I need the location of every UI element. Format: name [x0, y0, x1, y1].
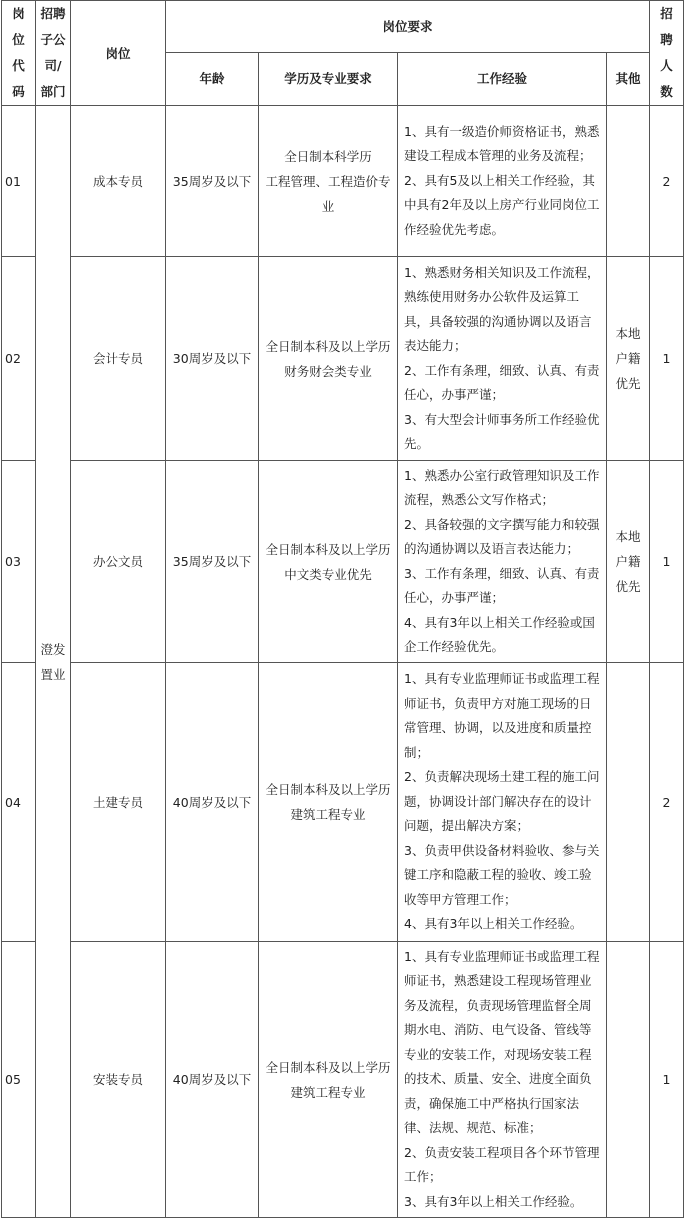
row-education: 全日制本科及以上学历 中文类专业优先 — [259, 461, 398, 663]
experience-item: 4、具有3年以上相关工作经验。 — [404, 916, 583, 932]
row-other: 本地 户籍 优先 — [607, 257, 650, 461]
header-requirements: 岗位要求 — [166, 1, 650, 53]
experience-item: 1、具有专业监理师证书或监理工程师证书，负责甲方对施工现场的日常管理、协调，以及进度和质量控制； — [404, 671, 600, 760]
experience-item: 3、工作有条理，细致、认真、有责任心，办事严谨； — [404, 565, 600, 605]
row-education: 全日制本科及以上学历 财务财会类专业 — [259, 257, 398, 461]
experience-item: 2、工作有条理，细致、认真、有责任心，办事严谨； — [404, 362, 600, 402]
row-other: 本地 户籍 优先 — [607, 461, 650, 663]
row-position: 安装专员 — [71, 942, 166, 1218]
row-education: 全日制本科学历 工程管理、工程造价专 业 — [259, 106, 398, 257]
experience-item: 2、具备较强的文字撰写能力和较强的沟通协调以及语言表达能力； — [404, 516, 600, 556]
header-count: 招 聘 人 数 — [650, 1, 684, 106]
row-education: 全日制本科及以上学历 建筑工程专业 — [259, 942, 398, 1218]
row-code: 03 — [2, 461, 36, 663]
row-age: 30周岁及以下 — [166, 257, 259, 461]
row-code: 05 — [2, 942, 36, 1218]
row-education: 全日制本科及以上学历 建筑工程专业 — [259, 663, 398, 942]
row-experience — [398, 257, 607, 461]
recruitment-table — [1, 0, 684, 1218]
header-position: 岗位 — [71, 1, 166, 106]
row-age: 40周岁及以下 — [166, 942, 259, 1218]
table-row — [2, 257, 684, 461]
row-count: 1 — [650, 461, 684, 663]
header-age: 年龄 — [166, 52, 259, 105]
experience-item: 2、负责解决现场土建工程的施工问题，协调设计部门解决存在的设计问题，提出解决方案； — [404, 769, 600, 834]
experience-item: 1、熟悉财务相关知识及工作流程，熟练使用财务办公软件及运算工具，具备较强的沟通协调以及语言表达能力； — [404, 264, 600, 353]
row-position: 成本专员 — [71, 106, 166, 257]
experience-item: 1、熟悉办公室行政管理知识及工作流程，熟悉公文写作格式； — [404, 467, 600, 507]
row-code: 02 — [2, 257, 36, 461]
row-position: 办公文员 — [71, 461, 166, 663]
table-row — [2, 106, 684, 257]
table-row — [2, 942, 684, 1218]
row-position: 土建专员 — [71, 663, 166, 942]
experience-item: 3、负责甲供设备材料验收、参与关键工序和隐蔽工程的验收、竣工验收等甲方管理工作； — [404, 842, 600, 907]
experience-item: 2、负责安装工程项目各个环节管理工作； — [404, 1144, 600, 1185]
experience-item: 1、具有一级造价师资格证书，熟悉建设工程成本管理的业务及流程； — [404, 123, 600, 164]
row-other — [607, 663, 650, 942]
table-row — [2, 461, 684, 663]
row-age: 35周岁及以下 — [166, 461, 259, 663]
row-other — [607, 106, 650, 257]
row-code: 04 — [2, 663, 36, 942]
row-code: 01 — [2, 106, 36, 257]
header-code: 岗 位 代 码 — [2, 1, 36, 106]
row-other — [607, 942, 650, 1218]
row-experience — [398, 942, 607, 1218]
header-experience: 工作经验 — [398, 52, 607, 105]
experience-item: 4、具有3年以上相关工作经验或国企工作经验优先。 — [404, 614, 595, 654]
experience-item: 1、具有专业监理师证书或监理工程师证书，熟悉建设工程现场管理业务及流程，负责现场管理监督全周期水电、消防、电气设备、管线等专业的安装工作，对现场安装工程的技术、质量、安全、进度全面负责，确保施工中严格执行国家法律、法规、规范、标准； — [404, 948, 600, 1136]
experience-item: 3、具有3年以上相关工作经验。 — [404, 1193, 583, 1209]
experience-item: 3、有大型会计师事务所工作经验优先。 — [404, 411, 600, 451]
department-cell: 澄发 置业 — [36, 106, 71, 1218]
row-experience — [398, 461, 607, 663]
row-count: 1 — [650, 257, 684, 461]
row-count: 2 — [650, 663, 684, 942]
row-count: 1 — [650, 942, 684, 1218]
experience-item: 2、具有5及以上相关工作经验，其中具有2年及以上房产行业同岗位工作经验优先考虑。 — [404, 172, 600, 237]
row-position: 会计专员 — [71, 257, 166, 461]
row-age: 40周岁及以下 — [166, 663, 259, 942]
row-count: 2 — [650, 106, 684, 257]
row-experience — [398, 663, 607, 942]
header-education: 学历及专业要求 — [259, 52, 398, 105]
row-experience — [398, 106, 607, 257]
header-other: 其他 — [607, 52, 650, 105]
table-row — [2, 663, 684, 942]
header-dept: 招聘 子公 司/ 部门 — [36, 1, 71, 106]
row-age: 35周岁及以下 — [166, 106, 259, 257]
